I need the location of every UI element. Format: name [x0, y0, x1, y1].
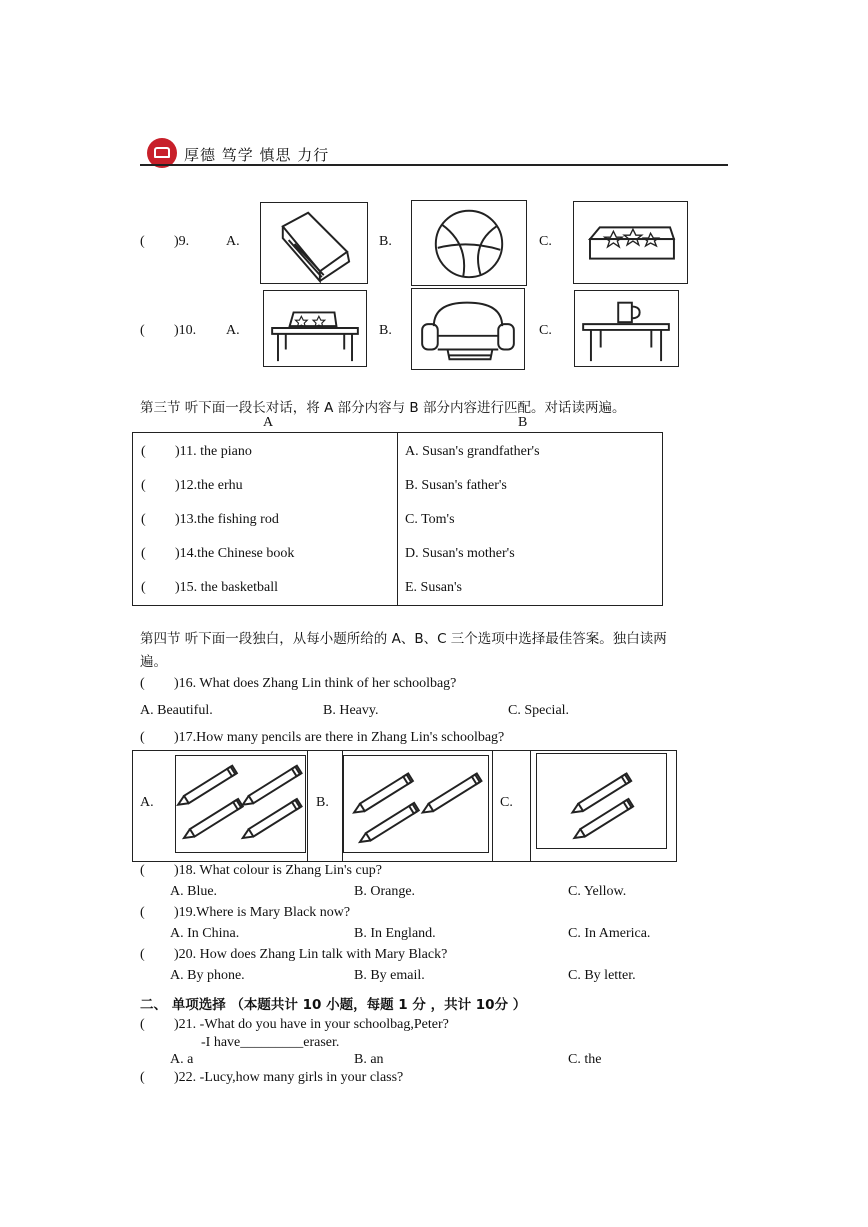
basketball-icon [412, 201, 526, 285]
answer-paren: ( [140, 1070, 145, 1085]
option-label: B. [379, 323, 392, 338]
pencils-icon [537, 754, 666, 848]
column-b-heading: B [518, 415, 528, 430]
answer-paren: ( [140, 676, 145, 691]
three-pencils-picture [343, 755, 489, 853]
pencils-icon [344, 756, 488, 852]
option-b: B. Heavy. [323, 703, 379, 718]
desk-with-box-icon [264, 291, 366, 366]
matching-table [132, 432, 663, 606]
option-b: B. By email. [354, 968, 425, 983]
table-row: B. Susan's father's [405, 478, 507, 493]
question-stem: )21. -What do you have in your schoolbag,Peter? [174, 1017, 449, 1032]
question-stem: )17.How many pencils are there in Zhang Lin's schoolbag? [174, 730, 505, 745]
option-a: A. By phone. [170, 968, 245, 983]
part2-heading: 二、 单项选择 （本题共计 10 小题，每题 1 分 ，共计 10分 ） [140, 997, 527, 1013]
table-row: ( )12.the erhu [141, 478, 243, 493]
header-divider [140, 164, 728, 166]
ball-picture [411, 200, 527, 286]
question-number: )9. [174, 234, 190, 249]
table-row: A. Susan's grandfather's [405, 444, 540, 459]
option-label: C. [539, 323, 552, 338]
option-c: C. In America. [568, 926, 651, 941]
question-line2: -I have_________eraser. [201, 1035, 340, 1050]
column-a-cell [133, 433, 398, 606]
option-c: C. the [568, 1052, 602, 1067]
option-b: B. In England. [354, 926, 436, 941]
option-c: C. Yellow. [568, 884, 627, 899]
question-stem: )19.Where is Mary Black now? [174, 905, 351, 920]
column-b-cell [398, 433, 663, 606]
question-stem: )16. What does Zhang Lin think of her schoolbag? [174, 676, 457, 691]
section4-instruction: 第四节 听下面一段独白，从每小题所给的 A、B、C 三个选项中选择最佳答案。独白读两 [140, 631, 667, 647]
cup-on-desk-picture [574, 290, 679, 367]
box-on-desk-picture [263, 290, 367, 367]
section4-instruction-cont: 遍。 [140, 654, 167, 670]
answer-paren: ( [140, 863, 145, 878]
option-a: A. In China. [170, 926, 240, 941]
four-pencils-picture [175, 755, 306, 853]
sofa-icon [412, 289, 524, 369]
option-a: A. Beautiful. [140, 703, 213, 718]
column-a-heading: A [263, 415, 274, 430]
section3-instruction: 第三节 听下面一段长对话，将 A 部分内容与 B 部分内容进行匹配。对话读两遍。 [140, 400, 626, 416]
answer-paren: ( [140, 730, 145, 745]
answer-paren: ( [140, 905, 145, 920]
two-pencils-picture [536, 753, 667, 849]
table-row: ( )14.the Chinese book [141, 546, 295, 561]
option-label: A. [140, 795, 154, 810]
book-picture [260, 202, 368, 284]
option-c: C. Special. [508, 703, 570, 718]
option-label: B. [379, 234, 392, 249]
table-row: C. Tom's [405, 512, 455, 527]
option-c: C. By letter. [568, 968, 636, 983]
table-row: D. Susan's mother's [405, 546, 515, 561]
option-label: B. [316, 795, 329, 810]
school-motto: 厚德 笃学 慎思 力行 [184, 146, 330, 164]
question-stem: )22. -Lucy,how many girls in your class? [174, 1070, 404, 1085]
answer-paren: ( [140, 947, 145, 962]
option-label: A. [226, 234, 240, 249]
box-under-sofa-picture [411, 288, 525, 370]
answer-paren: ( [140, 234, 145, 249]
table-row: E. Susan's [405, 580, 462, 595]
question-number: )10. [174, 323, 197, 338]
pencil-box-picture [573, 201, 688, 284]
answer-paren: ( [140, 1017, 145, 1032]
option-a: A. Blue. [170, 884, 218, 899]
book-icon [261, 203, 367, 283]
desk-with-cup-icon [575, 291, 678, 366]
option-label: C. [539, 234, 552, 249]
table-row: ( )13.the fishing rod [141, 512, 279, 527]
option-label: C. [500, 795, 513, 810]
table-row: ( )15. the basketball [141, 580, 279, 595]
table-row: ( )11. the piano [141, 444, 252, 459]
question-stem: )18. What colour is Zhang Lin's cup? [174, 863, 382, 878]
pencils-icon [176, 756, 305, 852]
pencil-box-icon [574, 202, 687, 283]
answer-paren: ( [140, 323, 145, 338]
option-b: B. an [354, 1052, 384, 1067]
option-label: A. [226, 323, 240, 338]
question-stem: )20. How does Zhang Lin talk with Mary Black? [174, 947, 448, 962]
option-a: A. a [170, 1052, 194, 1067]
option-b: B. Orange. [354, 884, 416, 899]
